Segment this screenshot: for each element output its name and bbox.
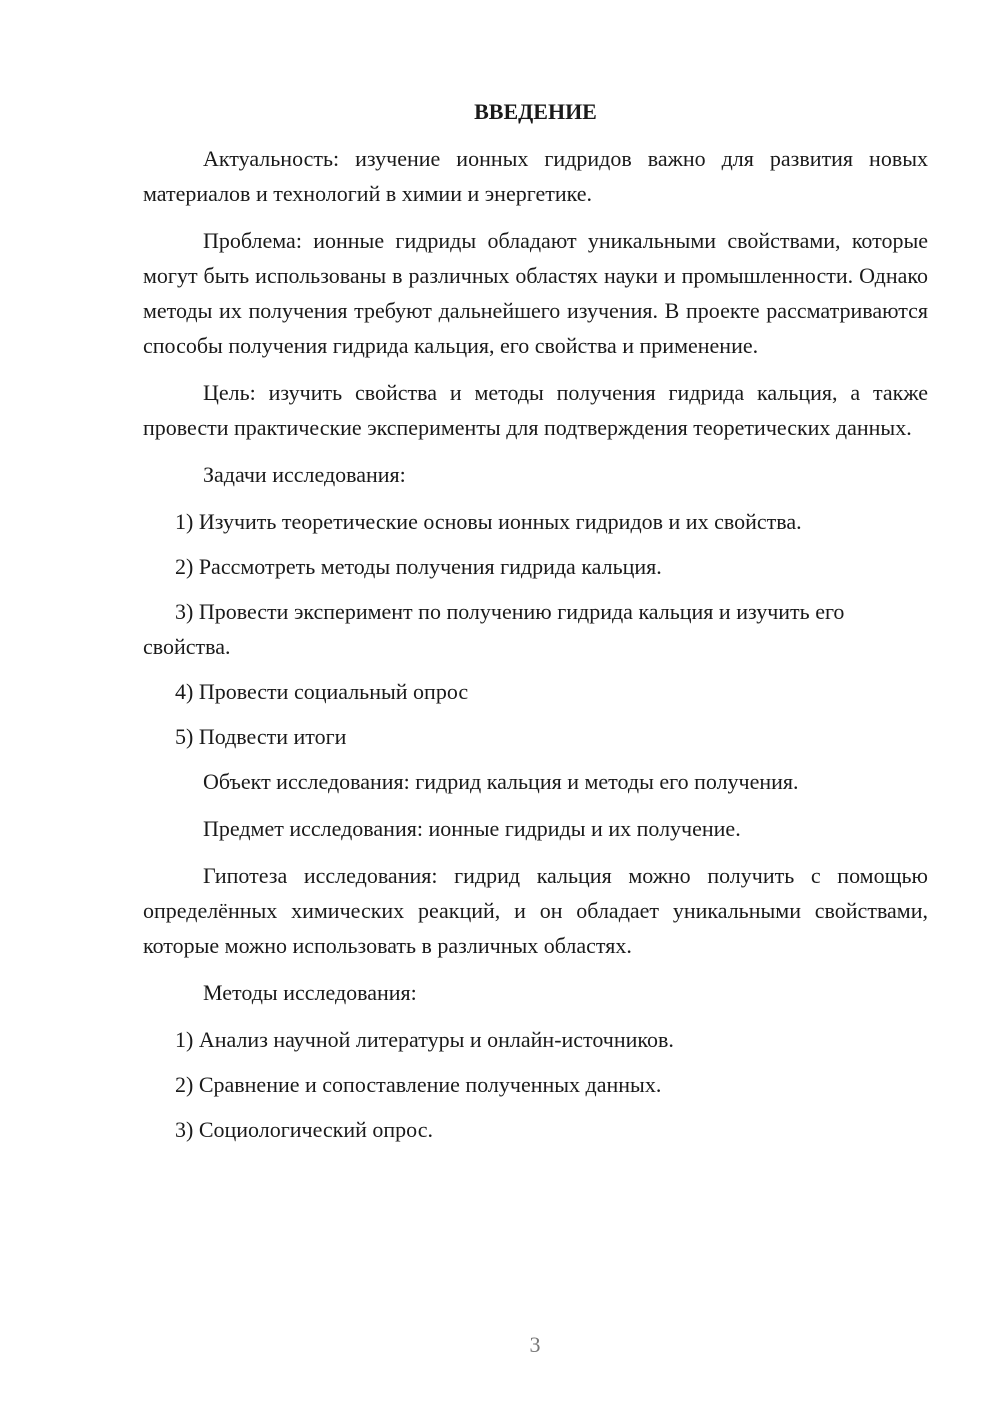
list-item-method-1: 1) Анализ научной литературы и онлайн-источников. — [175, 1027, 674, 1052]
list-item-task-4: 4) Провести социальный опрос — [175, 679, 469, 704]
hypothesis-paragraph: Гипотеза исследования: гидрид кальция можно получить с помощью определённых химических реакций, и он обладает уникальными свойствами, которые можно использовать в различных областях. — [143, 863, 928, 958]
list-item-method-3: 3) Социологический опрос. — [175, 1117, 433, 1142]
list-item-method-2: 2) Сравнение и сопоставление полученных данных. — [175, 1072, 662, 1097]
problem-paragraph: Проблема: ионные гидриды обладают уникальными свойствами, которые могут быть использованы в различных областях науки и промышленности. Однако методы их получения требуют дальнейшего изучения. В проекте рассматриваются способы получения гидрида кальция, его свойства и применение. — [143, 228, 928, 358]
page-number: 3 — [529, 1332, 541, 1357]
tasks-heading: Задачи исследования: — [203, 462, 406, 487]
relevance-paragraph: Актуальность: изучение ионных гидридов важно для развития новых материалов и технологий в химии и энергетике. — [143, 146, 928, 206]
tasks-list — [143, 504, 928, 754]
research-subject-paragraph: Предмет исследования: ионные гидриды и их получение. — [203, 816, 741, 841]
goal-paragraph: Цель: изучить свойства и методы получения гидрида кальция, а также провести практические эксперименты для подтверждения теоретических данных. — [143, 380, 928, 440]
page-title: ВВЕДЕНИЕ — [474, 99, 597, 124]
list-item-task-3: 3) Провести эксперимент по получению гидрида кальция и изучить его свойства. — [143, 599, 845, 659]
page-content — [143, 94, 928, 1157]
list-item-task-2: 2) Рассмотреть методы получения гидрида кальция. — [175, 554, 662, 579]
methods-list — [143, 1022, 928, 1147]
list-item-task-5: 5) Подвести итоги — [175, 724, 347, 749]
research-object-paragraph: Объект исследования: гидрид кальция и методы его получения. — [203, 769, 799, 794]
methods-heading: Методы исследования: — [203, 980, 417, 1005]
list-item-task-1: 1) Изучить теоретические основы ионных гидридов и их свойства. — [175, 509, 802, 534]
